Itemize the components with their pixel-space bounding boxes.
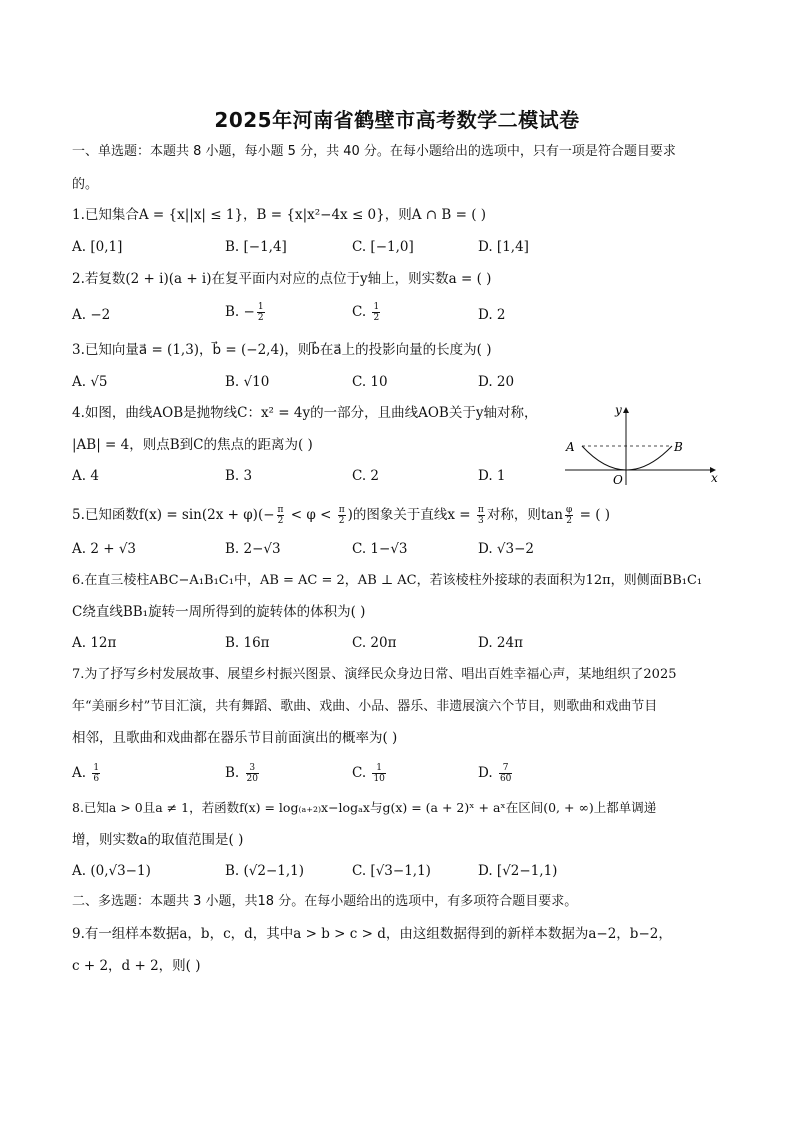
q6-option-b: B. 16π: [225, 635, 270, 651]
q2-option-c-label: C.: [352, 304, 371, 320]
q7-option-a-fraction: [92, 763, 100, 784]
q5-frac-den: 3: [478, 516, 484, 526]
q7-option-b-num: 3: [246, 763, 259, 774]
q1-stem: 1.已知集合A = {x||x| ≤ 1}，B = {x|x²−4x ≤ 0}，则A ∩ B = ( ): [72, 207, 487, 223]
label-y: y: [615, 403, 622, 417]
q7-option-c-label: C.: [352, 765, 371, 781]
q7-stem-line3: 相邻，且歌曲和戏曲都在器乐节目前面演出的概率为( ): [72, 730, 398, 746]
q7-option-a-label: A.: [72, 765, 91, 781]
q2-option-d: D. 2: [478, 307, 506, 323]
q5-option-c: C. 1−√3: [352, 541, 408, 557]
q6-stem-line2: C绕直线BB₁旋转一周所得到的旋转体的体积为( ): [72, 604, 366, 620]
q6-stem-line1: 6.在直三棱柱ABC−A₁B₁C₁中，AB = AC = 2，AB ⊥ AC，若该棱柱外接球的表面积为12π，则侧面BB₁C₁: [72, 573, 703, 588]
q2-option-b-num: 1: [257, 302, 264, 312]
q7-option-d-den: 60: [499, 774, 512, 784]
q1-option-b: B. [−1,4]: [225, 239, 287, 255]
section1-header: 一、单选题：本题共 8 小题，每小题 5 分，共 40 分。在每小题给出的选项中，只有一项是符合题目要求: [72, 144, 676, 159]
q5-frac-pi-2-right: [338, 505, 346, 526]
q5-stem: [72, 505, 610, 526]
q7-option-c-fraction: [372, 763, 385, 784]
label-a: A: [566, 440, 575, 454]
q7-option-d-num: 7: [499, 763, 512, 774]
q2-option-b-label: B. −: [225, 304, 255, 320]
q8-stem-line1: 8.已知a > 0且a ≠ 1，若函数f(x) = log₍ₐ₊₂₎x−logₐx与g(x) = (a + 2)ˣ + aˣ在区间(0, + ∞)上都单调递: [72, 800, 657, 815]
q7-option-a-num: 1: [93, 763, 100, 773]
q4-stem-line1: 4.如图，曲线AOB是抛物线C：x² = 4y的一部分，且曲线AOB关于y轴对称，: [72, 405, 538, 421]
q2-option-b: [225, 302, 267, 323]
q2-option-b-den: 2: [257, 313, 264, 323]
q4-option-c: C. 2: [352, 468, 380, 484]
label-b: B: [674, 440, 683, 454]
q8-option-d: D. [√2−1,1): [478, 863, 558, 879]
q7-option-c-num: 1: [372, 763, 385, 774]
q2-option-a: A. −2: [72, 307, 111, 323]
q7-option-c-den: 10: [373, 774, 385, 784]
q6-option-d: D. 24π: [478, 635, 523, 651]
q3-option-c: C. 10: [352, 374, 388, 390]
q5-frac-pi-3: [477, 505, 485, 526]
q5-frac-num: π: [277, 505, 284, 515]
q7-option-d-label: D.: [478, 765, 497, 781]
section2-header: 二、多选题：本题共 3 小题，共18 分。在每小题给出的选项中，有多项符合题目要求。: [72, 894, 578, 909]
q3-stem: 3.已知向量a⃗ = (1,3)，b⃗ = (−2,4)，则b⃗在a⃗上的投影向量的长度为( ): [72, 342, 492, 358]
q5-stem-part5: = ( ): [575, 507, 611, 523]
q5-stem-part3: )的图象关于直线x =: [347, 507, 475, 523]
q2-option-b-fraction: [257, 302, 265, 323]
parabola-curve: [582, 446, 672, 470]
q5-frac-num: π: [477, 505, 484, 515]
q1-option-a: A. [0,1]: [72, 239, 123, 255]
q2-option-c-den: 2: [373, 313, 380, 323]
q4-option-a: A. 4: [72, 468, 99, 484]
q5-option-b: B. 2−√3: [225, 541, 281, 557]
q7-option-b-fraction: [246, 763, 259, 784]
q5-stem-part1: 5.已知函数f(x) = sin(2x + φ)(−: [72, 507, 275, 523]
q5-frac-num: π: [338, 505, 345, 515]
q7-stem-line1: 7.为了抒写乡村发展故事、展望乡村振兴图景、演绎民众身边日常、唱出百姓幸福心声，某地组织了2025: [72, 667, 677, 682]
q8-option-a: A. (0,√3−1): [72, 863, 151, 879]
q5-frac-den: 2: [338, 516, 345, 526]
q5-option-d: D. √3−2: [478, 541, 535, 557]
q9-stem-line2: c + 2，d + 2，则( ): [72, 958, 201, 974]
q3-option-b: B. √10: [225, 374, 270, 390]
page-title: 2025年河南省鹤壁市高考数学二模试卷: [214, 108, 580, 132]
q3-option-a: A. √5: [72, 374, 108, 390]
q5-frac-den: 2: [277, 516, 284, 526]
q2-stem: 2.若复数(2 + i)(a + i)在复平面内对应的点位于y轴上，则实数a = ( ): [72, 271, 492, 287]
q8-option-b: B. (√2−1,1): [225, 863, 305, 879]
section1-header-cont: 的。: [72, 177, 99, 192]
q5-option-a: A. 2 + √3: [72, 541, 137, 557]
parabola-figure-svg: [560, 400, 725, 490]
q1-option-d: D. [1,4]: [478, 239, 529, 255]
q5-frac-phi-2: [565, 505, 573, 526]
parabola-figure: [560, 400, 725, 490]
q4-option-b: B. 3: [225, 468, 253, 484]
label-x: x: [711, 471, 718, 485]
q6-option-c: C. 20π: [352, 635, 397, 651]
q5-stem-part2: < φ <: [286, 507, 336, 523]
q8-option-c: C. [√3−1,1): [352, 863, 431, 879]
label-o: O: [613, 473, 623, 487]
q7-option-d-fraction: [499, 763, 512, 784]
q4-option-d: D. 1: [478, 468, 506, 484]
q5-frac-num: φ: [566, 505, 573, 515]
q5-frac-pi-2-left: [277, 505, 285, 526]
q3-option-d: D. 20: [478, 374, 515, 390]
q7-option-d: [478, 763, 514, 784]
q7-option-b-den: 20: [246, 774, 258, 784]
q2-option-c-fraction: [372, 302, 380, 323]
q2-option-c-num: 1: [373, 302, 380, 312]
q5-frac-den: 2: [566, 516, 573, 526]
q7-option-a: [72, 763, 102, 784]
q6-option-a: A. 12π: [72, 635, 117, 651]
q8-stem-line2: 增，则实数a的取值范围是( ): [72, 832, 244, 848]
q7-option-b: [225, 763, 261, 784]
q7-stem-line2: 年“美丽乡村”节目汇演，共有舞蹈、歌曲、戏曲、小品、器乐、非遗展演六个节目，则歌曲和戏曲节目: [72, 699, 658, 714]
q7-option-a-den: 6: [93, 774, 100, 784]
q7-option-c: [352, 763, 388, 784]
q4-stem-line2: |AB| = 4，则点B到C的焦点的距离为( ): [72, 437, 313, 453]
q1-option-c: C. [−1,0]: [352, 239, 414, 255]
q9-stem-line1: 9.有一组样本数据a，b，c，d，其中a > b > c > d，由这组数据得到的新样本数据为a−2，b−2，: [72, 926, 672, 942]
q7-option-b-label: B.: [225, 765, 244, 781]
q5-stem-part4: 对称，则tan: [486, 507, 563, 523]
q2-option-c: [352, 302, 382, 323]
